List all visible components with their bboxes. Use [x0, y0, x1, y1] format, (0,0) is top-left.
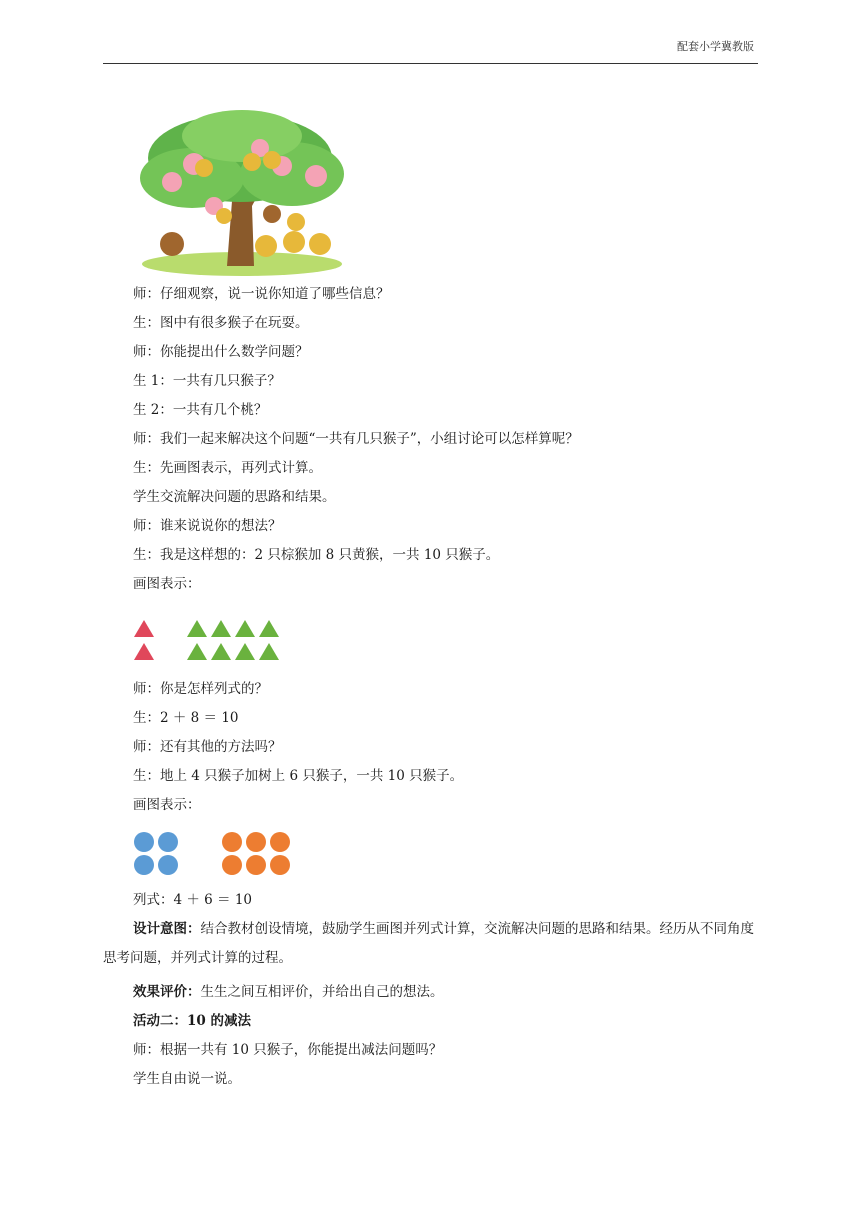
green-triangle: [187, 643, 207, 660]
red-triangle: [134, 620, 154, 637]
text-line: 师：我们一起来解决这个问题“一共有几只猴子”，小组讨论可以怎样算呢？: [133, 431, 579, 447]
green-triangle: [211, 643, 231, 660]
green-triangle: [235, 643, 255, 660]
green-triangle: [211, 620, 231, 637]
orange-circle: [222, 832, 242, 852]
orange-circle: [222, 855, 242, 875]
green-triangle: [235, 620, 255, 637]
circle-diagram: [132, 830, 297, 876]
blue-circle: [134, 832, 154, 852]
orange-circle: [270, 855, 290, 875]
text-line: 画图表示：: [133, 797, 201, 813]
effect-evaluation-label: 效果评价：: [133, 984, 201, 1000]
header-divider: [103, 63, 758, 64]
design-intent-label: 设计意图：: [133, 921, 201, 937]
green-triangle: [259, 643, 279, 660]
text-line: 师：你是怎样列式的？: [133, 681, 268, 697]
blue-circle: [158, 855, 178, 875]
text-line: 生：先画图表示，再列式计算。: [133, 460, 322, 476]
text-line: 师：仔细观察，说一说你知道了哪些信息？: [133, 286, 390, 302]
header-title: 配套小学冀教版: [677, 40, 754, 53]
green-triangle: [187, 620, 207, 637]
text-line: 学生自由说一说。: [133, 1071, 241, 1087]
orange-circle: [270, 832, 290, 852]
text-line: 生：图中有很多猴子在玩耍。: [133, 315, 309, 331]
orange-circle: [246, 855, 266, 875]
blue-circle: [158, 832, 178, 852]
design-intent-paragraph: [103, 915, 758, 973]
text-line: 生 1：一共有几只猴子？: [133, 373, 281, 389]
blue-circle: [134, 855, 154, 875]
text-line: 生：地上 4 只猴子加树上 6 只猴子，一共 10 只猴子。: [133, 768, 464, 784]
text-line: 生：2 ＋ 8 ＝ 10: [133, 710, 239, 726]
text-line: 学生交流解决问题的思路和结果。: [133, 489, 336, 505]
text-line: 生 2：一共有几个桃？: [133, 402, 268, 418]
text-line: 列式：4 ＋ 6 ＝ 10: [133, 892, 253, 908]
effect-evaluation-text: 生生之间互相评价，并给出自己的想法。: [200, 984, 444, 1000]
text-line: 师：还有其他的方法吗？: [133, 739, 282, 755]
red-triangle: [134, 643, 154, 660]
design-intent-text: 结合教材创设情境，鼓励学生画图并列式计算，交流解决问题的思路和结果。经历从不同角度思考问题，并列式计算的过程。: [103, 921, 754, 966]
green-triangle: [259, 620, 279, 637]
orange-circle: [246, 832, 266, 852]
text-line: 画图表示：: [133, 576, 201, 592]
monkey-tree-illustration: [132, 106, 348, 276]
triangle-diagram: [132, 618, 292, 664]
effect-evaluation-line: [133, 982, 444, 1002]
text-line: 师：根据一共有 10 只猴子，你能提出减法问题吗？: [133, 1042, 443, 1058]
text-line: 生：我是这样想的：2 只棕猴加 8 只黄猴，一共 10 只猴子。: [133, 547, 500, 563]
text-line: 师：你能提出什么数学问题？: [133, 344, 309, 360]
text-line: 师：谁来说说你的想法？: [133, 518, 282, 534]
activity-heading: 活动二：10 的减法: [133, 1013, 251, 1029]
